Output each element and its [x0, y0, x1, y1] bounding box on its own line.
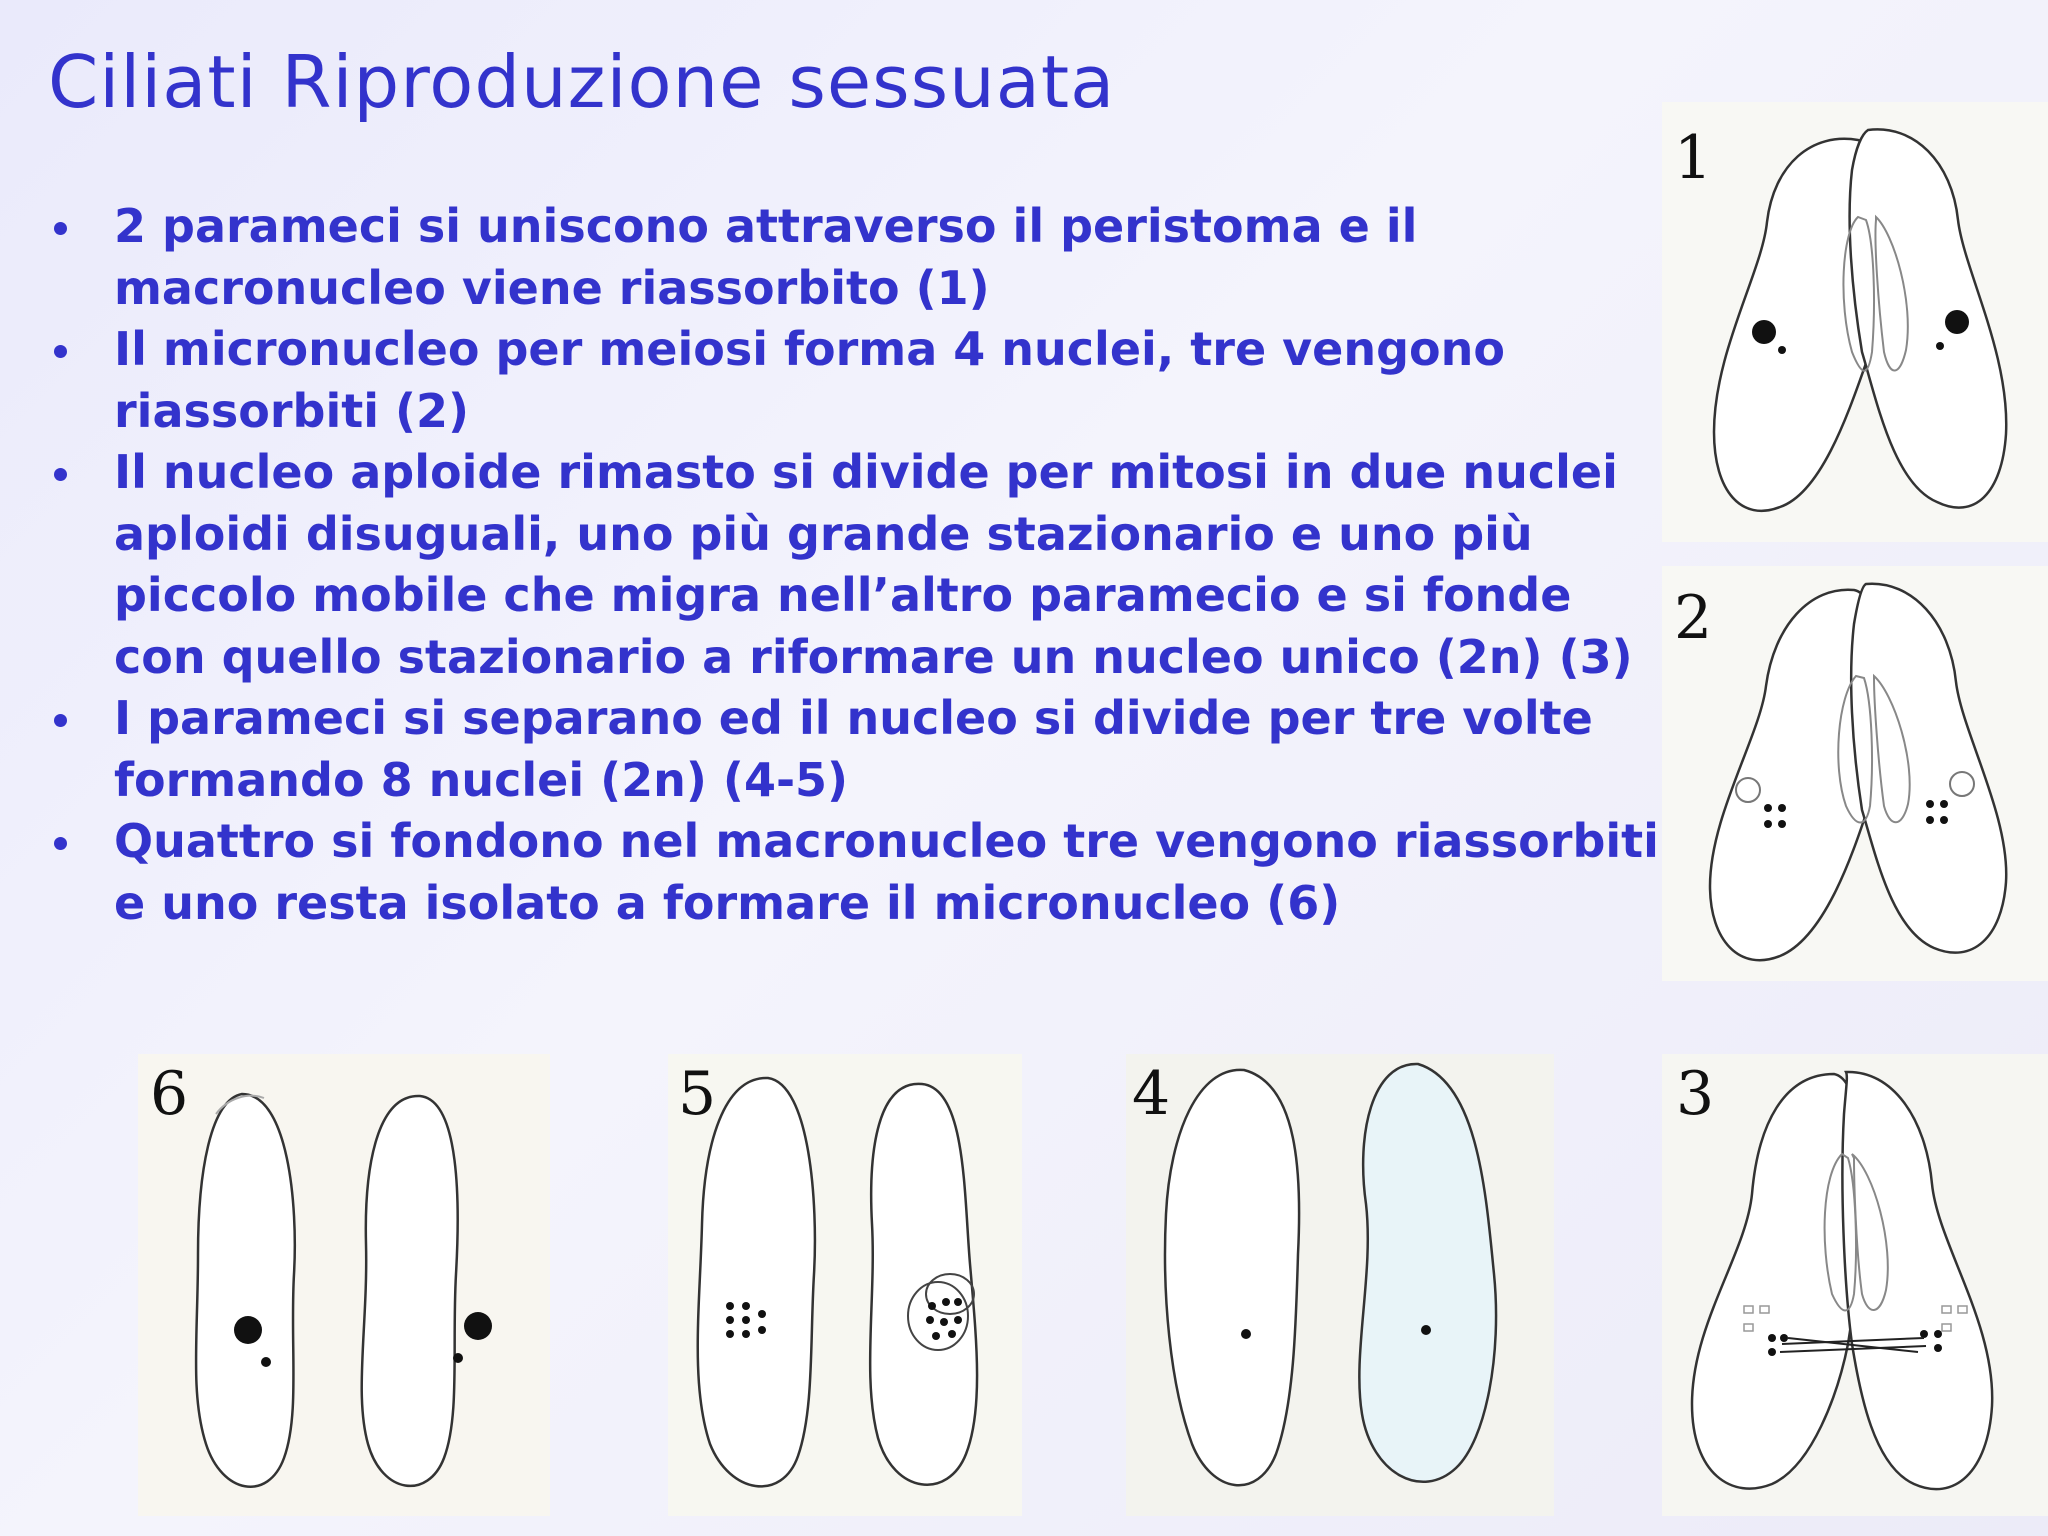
panel-number: 4: [1132, 1059, 1171, 1129]
bullet-dot: [54, 468, 67, 481]
bullet-list: [48, 196, 1670, 934]
bullet-text: Il nucleo aploide rimasto si divide per mitosi in due nuclei aploidi disuguali, uno più grande stazionario e uno più piccolo mobile che migra nell’altro paramecio e si fonde con quello stazionario a riformare un nucleo unico (2n) (3): [114, 445, 1633, 684]
bullet-text: 2 parameci si uniscono attraverso il peristoma e il macronucleo viene riassorbito (1): [114, 199, 1418, 315]
bullet-text: I parameci si separano ed il nucleo si divide per tre volte formando 8 nuclei (2n) (4-5): [114, 691, 1593, 807]
bullet-dot: [54, 345, 67, 358]
slide-title: Ciliati Riproduzione sessuata: [48, 40, 1116, 124]
figure-panel-4: [1126, 1054, 1554, 1516]
figure-panel-1: [1662, 102, 2048, 542]
figure-panel-6: [138, 1054, 550, 1516]
figure-panel-3: [1662, 1054, 2048, 1516]
panel-number: 2: [1674, 583, 1713, 653]
bullet-item: [48, 442, 1670, 688]
bullet-text: Il micronucleo per meiosi forma 4 nuclei, tre vengono riassorbiti (2): [114, 322, 1505, 438]
bullet-item: [48, 688, 1670, 811]
panel-number: 1: [1674, 123, 1713, 193]
bullet-item: [48, 811, 1670, 934]
paramecia-conjugation-diagram-1: [1662, 102, 2048, 542]
bullet-dot: [54, 222, 67, 235]
paramecia-conjugation-diagram-2: [1662, 566, 2048, 981]
bullet-text: Quattro si fondono nel macronucleo tre vengono riassorbiti e uno resta isolato a formare il micronucleo (6): [114, 814, 1659, 930]
paramecia-nuclear-division-diagram-5: [668, 1054, 1022, 1516]
paramecia-separation-diagram-4: [1126, 1054, 1554, 1516]
panel-number: 6: [150, 1059, 189, 1129]
figure-panel-5: [668, 1054, 1022, 1516]
panel-number: 3: [1676, 1059, 1715, 1129]
bullet-item: [48, 196, 1670, 319]
bullet-dot: [54, 837, 67, 850]
figure-panel-2: [1662, 566, 2048, 981]
panel-number: 5: [678, 1059, 717, 1129]
paramecia-final-state-diagram-6: [138, 1054, 550, 1516]
paramecia-conjugation-diagram-3: [1662, 1054, 2048, 1516]
bullet-item: [48, 319, 1670, 442]
bullet-dot: [54, 714, 67, 727]
